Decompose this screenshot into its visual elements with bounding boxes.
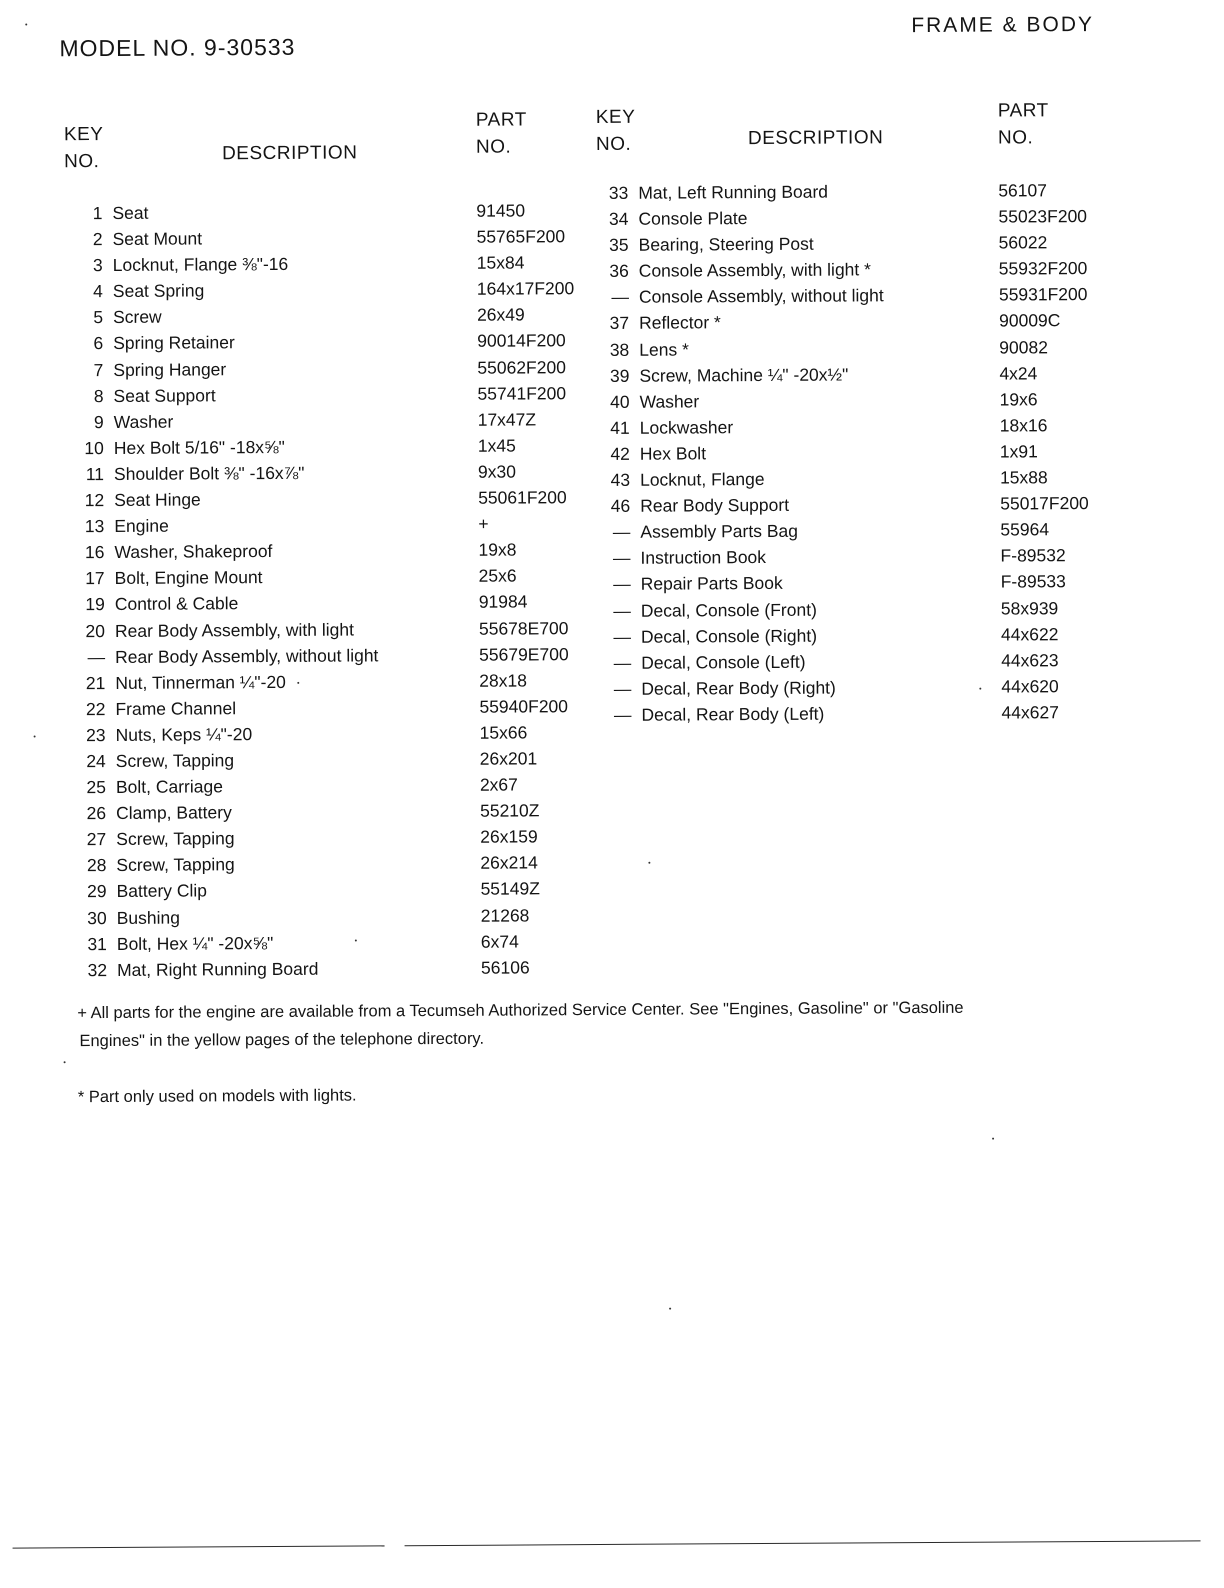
part-row: [603, 307, 1123, 336]
part-description: Assembly Parts Bag: [640, 521, 798, 542]
part-description: Spring Hanger: [113, 358, 227, 380]
part-row: [604, 464, 1124, 493]
part-row: [80, 849, 610, 878]
part-number: 55932F200: [998, 258, 1088, 279]
key-header-line2: NO.: [64, 151, 100, 173]
key-number: 13: [84, 516, 105, 537]
part-description: Seat Hinge: [114, 489, 201, 510]
right-key-no-header: [596, 104, 636, 158]
part-description: Bearing, Steering Post: [638, 233, 814, 255]
scan-speck: [992, 1138, 994, 1140]
part-row: [79, 693, 609, 722]
part-description: Lens *: [639, 339, 689, 360]
part-row: [605, 646, 1125, 675]
key-number: 34: [608, 208, 629, 230]
scan-speck: [648, 862, 650, 864]
key-number: 1: [92, 203, 103, 224]
part-number: 26x214: [480, 852, 538, 874]
part-description: Bushing: [116, 907, 181, 928]
part-row: [603, 386, 1123, 415]
part-number: 28x18: [479, 670, 528, 691]
key-number: 40: [610, 391, 630, 412]
part-row: [77, 380, 607, 409]
part-number: 56022: [998, 232, 1048, 253]
section-title: FRAME & BODY: [911, 12, 1095, 38]
left-part-no-header: [476, 106, 527, 160]
part-row: [78, 458, 608, 487]
part-number: 18x16: [999, 415, 1048, 436]
part-number: 91984: [478, 591, 528, 613]
part-description: Console Assembly, with light *: [638, 259, 871, 282]
part-row: [80, 719, 610, 748]
part-description: Battery Clip: [116, 880, 208, 902]
part-row: [604, 438, 1124, 467]
part-row: [78, 432, 608, 461]
part-number: 19x8: [478, 539, 517, 560]
key-number: 5: [93, 307, 104, 328]
part-number: F-89533: [1000, 571, 1066, 592]
key-number: 6: [93, 333, 104, 354]
key-number: 2: [92, 229, 103, 250]
part-number: 15x66: [479, 722, 528, 743]
part-number: 90082: [999, 336, 1048, 358]
part-header-line2: NO.: [475, 136, 512, 158]
part-number: 1x91: [999, 441, 1038, 462]
part-row: [602, 177, 1122, 206]
part-description: Washer, Shakeproof: [114, 541, 273, 563]
part-row: [602, 203, 1122, 232]
key-number: —: [613, 652, 632, 673]
key-number: 43: [610, 469, 631, 490]
key-number: —: [87, 646, 106, 667]
right-description-header: DESCRIPTION: [747, 127, 884, 150]
part-description: Washer: [113, 411, 174, 432]
part-row: [79, 641, 609, 670]
part-number: 55931F200: [998, 284, 1088, 305]
part-description: Console Plate: [638, 208, 748, 229]
part-row: [78, 484, 608, 513]
part-description: Locknut, Flange: [639, 469, 765, 490]
part-number: 58x939: [1000, 597, 1059, 619]
part-row: [604, 516, 1124, 545]
key-number: —: [611, 287, 629, 308]
part-row: [81, 928, 611, 957]
key-number: —: [613, 678, 632, 699]
part-description: Bolt, Carriage: [115, 776, 223, 798]
part-row: [605, 673, 1125, 702]
key-header-line2: NO.: [595, 133, 632, 156]
bottom-rule-right: [405, 1540, 1201, 1546]
part-number: 26x159: [480, 826, 538, 847]
part-number: 44x622: [1000, 623, 1059, 645]
part-row: [77, 275, 607, 304]
part-row: [603, 281, 1123, 310]
key-number: 7: [93, 359, 104, 380]
key-number: 16: [84, 542, 105, 563]
part-description: Decal, Rear Body (Left): [641, 703, 825, 725]
part-row: [604, 412, 1124, 441]
scan-speck: [25, 23, 27, 25]
part-description: Lockwasher: [639, 417, 734, 438]
part-number: 90014F200: [477, 330, 566, 352]
lights-footnote: * Part only used on models with lights.: [77, 1086, 357, 1107]
part-description: Screw, Tapping: [115, 750, 235, 771]
part-number: F-89532: [1000, 545, 1066, 566]
part-row: [605, 594, 1125, 623]
key-header-line1: KEY: [63, 124, 104, 146]
part-description: Spring Retainer: [113, 332, 235, 354]
key-number: 33: [608, 182, 629, 203]
part-number: 4x24: [999, 362, 1038, 384]
part-row: [79, 614, 609, 643]
part-number: 91450: [476, 200, 526, 221]
part-number: 55678E700: [478, 617, 569, 639]
engine-footnote-line2: Engines" in the yellow pages of the telephone directory.: [79, 1029, 485, 1051]
part-number: 55149Z: [480, 878, 540, 900]
left-description-header: DESCRIPTION: [221, 142, 358, 165]
part-row: [79, 667, 609, 696]
part-row: [81, 954, 611, 983]
right-part-no-header: [998, 97, 1049, 151]
scan-speck: [34, 735, 36, 737]
key-number: 28: [86, 855, 107, 876]
key-number: 3: [92, 255, 103, 276]
part-row: [78, 510, 608, 539]
key-number: 26: [86, 803, 107, 824]
key-number: 22: [85, 698, 106, 719]
key-number: —: [613, 626, 632, 647]
part-description: Nut, Tinnerman ¼"-20: [115, 671, 286, 693]
part-description: Shoulder Bolt ⅜" -16x⅞": [113, 462, 305, 484]
part-row: [605, 568, 1125, 597]
part-header-line2: NO.: [997, 127, 1034, 149]
key-number: —: [613, 574, 631, 595]
part-description: Repair Parts Book: [640, 573, 783, 595]
part-number: 1x45: [477, 435, 516, 456]
part-description: Nuts, Keps ¼"-20: [115, 723, 253, 745]
part-number: 15x88: [999, 467, 1048, 488]
key-number: 23: [86, 724, 106, 746]
key-number: 20: [85, 620, 106, 641]
model-number-title: MODEL NO. 9-30533: [59, 33, 296, 62]
part-row: [77, 354, 607, 383]
key-number: 46: [610, 495, 631, 517]
part-description: Hex Bolt 5/16" -18x⅝": [113, 436, 285, 458]
part-row: [604, 542, 1124, 571]
key-number: 12: [84, 490, 105, 511]
scan-speck: [979, 688, 981, 690]
part-row: [80, 771, 610, 800]
left-parts-table: [76, 197, 611, 983]
part-number: 55061F200: [478, 487, 567, 508]
part-description: Seat Spring: [112, 280, 205, 302]
part-row: [76, 197, 606, 226]
key-number: 9: [93, 411, 104, 432]
key-number: 30: [87, 907, 107, 928]
part-description: Mat, Right Running Board: [116, 958, 319, 980]
part-row: [80, 797, 610, 826]
key-number: 35: [609, 235, 629, 256]
part-number: 17x47Z: [477, 409, 537, 430]
part-row: [79, 562, 609, 591]
part-number: 26x49: [476, 304, 525, 326]
key-number: 19: [85, 594, 105, 615]
part-row: [79, 588, 609, 617]
part-number: +: [478, 513, 489, 534]
part-description: Bolt, Engine Mount: [114, 567, 263, 589]
part-number: 6x74: [480, 931, 519, 952]
key-number: 31: [87, 933, 107, 954]
part-number: 21268: [480, 904, 530, 926]
part-description: Decal, Console (Left): [641, 651, 806, 673]
part-number: 55679E700: [479, 643, 569, 665]
part-number: 55023F200: [998, 206, 1088, 227]
part-number: 55765F200: [476, 226, 566, 247]
part-number: 44x627: [1001, 702, 1059, 723]
key-number: —: [613, 704, 632, 725]
part-description: Control & Cable: [114, 593, 239, 615]
key-number: 42: [610, 443, 630, 464]
part-number: 164x17F200: [476, 278, 575, 300]
part-description: Screw, Tapping: [116, 854, 235, 876]
part-description: Engine: [114, 515, 169, 537]
part-description: Rear Body Assembly, with light: [114, 619, 354, 641]
part-row: [81, 901, 611, 930]
part-number: 55964: [1000, 519, 1050, 540]
part-number: 90009C: [999, 310, 1061, 332]
key-number: 10: [84, 437, 104, 458]
key-number: 27: [86, 829, 107, 850]
part-description: Seat: [112, 202, 149, 223]
part-number: 44x620: [1001, 675, 1059, 697]
part-number: 56107: [998, 180, 1048, 201]
part-number: 44x623: [1001, 649, 1059, 671]
part-description: Seat Mount: [112, 228, 203, 250]
part-description: Washer: [639, 391, 700, 412]
part-description: Clamp, Battery: [116, 802, 232, 824]
key-number: 38: [609, 339, 630, 360]
part-row: [603, 229, 1123, 258]
part-row: [78, 536, 608, 565]
bottom-rule-left: [13, 1545, 385, 1548]
part-description: Decal, Console (Front): [640, 599, 817, 621]
engine-footnote: [77, 994, 964, 1055]
part-description: Screw, Machine ¼" -20x½": [639, 364, 849, 386]
scan-speck: [64, 1061, 66, 1063]
part-description: Console Assembly, without light: [638, 285, 884, 308]
key-number: 32: [87, 959, 108, 980]
scan-speck: [355, 939, 357, 941]
engine-footnote-line1: + All parts for the engine are available from a Tecumseh Authorized Service Center. See "Engines, Gasoline" or "Gasoline: [77, 998, 964, 1023]
key-number: —: [613, 600, 631, 621]
part-number: 9x30: [477, 461, 517, 482]
part-row: [78, 406, 608, 435]
key-header-line1: KEY: [595, 106, 636, 129]
part-number: 55062F200: [477, 356, 566, 378]
part-row: [77, 301, 607, 330]
part-number: 2x67: [479, 774, 518, 795]
part-row: [80, 745, 610, 774]
part-description: Bolt, Hex ¼" -20x⅝": [116, 932, 274, 954]
key-number: 21: [85, 672, 106, 693]
scan-speck: [669, 1308, 671, 1310]
key-number: 24: [86, 750, 106, 772]
key-number: 11: [85, 463, 105, 485]
part-header-line1: PART: [997, 100, 1049, 122]
part-row: [603, 255, 1123, 284]
part-row: [77, 327, 607, 356]
part-header-line1: PART: [475, 109, 527, 131]
part-description: Screw, Tapping: [116, 828, 235, 850]
part-row: [80, 823, 610, 852]
part-row: [605, 699, 1125, 728]
part-description: Reflector *: [639, 312, 721, 334]
part-number: 55940F200: [479, 695, 569, 717]
scan-speck: [297, 682, 299, 684]
part-description: Frame Channel: [115, 698, 237, 719]
part-description: Decal, Rear Body (Right): [641, 677, 836, 699]
key-number: 4: [93, 281, 103, 302]
part-description: Locknut, Flange ⅜"-16: [112, 254, 289, 276]
key-number: 25: [86, 777, 106, 798]
part-description: Decal, Console (Right): [640, 625, 818, 647]
part-row: [80, 875, 610, 904]
part-description: Seat Support: [113, 384, 216, 406]
part-row: [604, 490, 1124, 519]
part-description: Hex Bolt: [639, 443, 707, 464]
right-parts-table: [602, 177, 1125, 728]
left-key-no-header: [64, 121, 104, 175]
part-description: Rear Body Support: [640, 494, 790, 516]
key-number: 39: [609, 365, 630, 386]
key-number: —: [612, 548, 631, 569]
key-number: 36: [609, 261, 629, 282]
part-number: 19x6: [999, 389, 1038, 410]
part-row: [77, 249, 607, 278]
part-number: 26x201: [479, 748, 538, 769]
key-number: 41: [610, 417, 630, 438]
part-description: Instruction Book: [640, 547, 767, 569]
part-row: [76, 223, 606, 252]
key-number: 37: [609, 313, 630, 334]
part-number: 15x84: [476, 252, 525, 273]
key-number: 8: [93, 385, 104, 406]
part-row: [605, 620, 1125, 649]
part-description: Rear Body Assembly, without light: [115, 644, 379, 667]
part-number: 56106: [480, 957, 530, 978]
key-number: 17: [85, 568, 105, 589]
part-row: [603, 333, 1123, 362]
part-row: [603, 359, 1123, 388]
part-number: 55210Z: [480, 800, 540, 821]
part-description: Screw: [112, 307, 162, 328]
key-number: 29: [87, 881, 107, 902]
part-number: 55741F200: [477, 382, 567, 404]
part-number: 25x6: [478, 565, 517, 587]
key-number: —: [612, 522, 631, 543]
part-description: Mat, Left Running Board: [638, 181, 829, 203]
part-number: 55017F200: [1000, 493, 1089, 514]
